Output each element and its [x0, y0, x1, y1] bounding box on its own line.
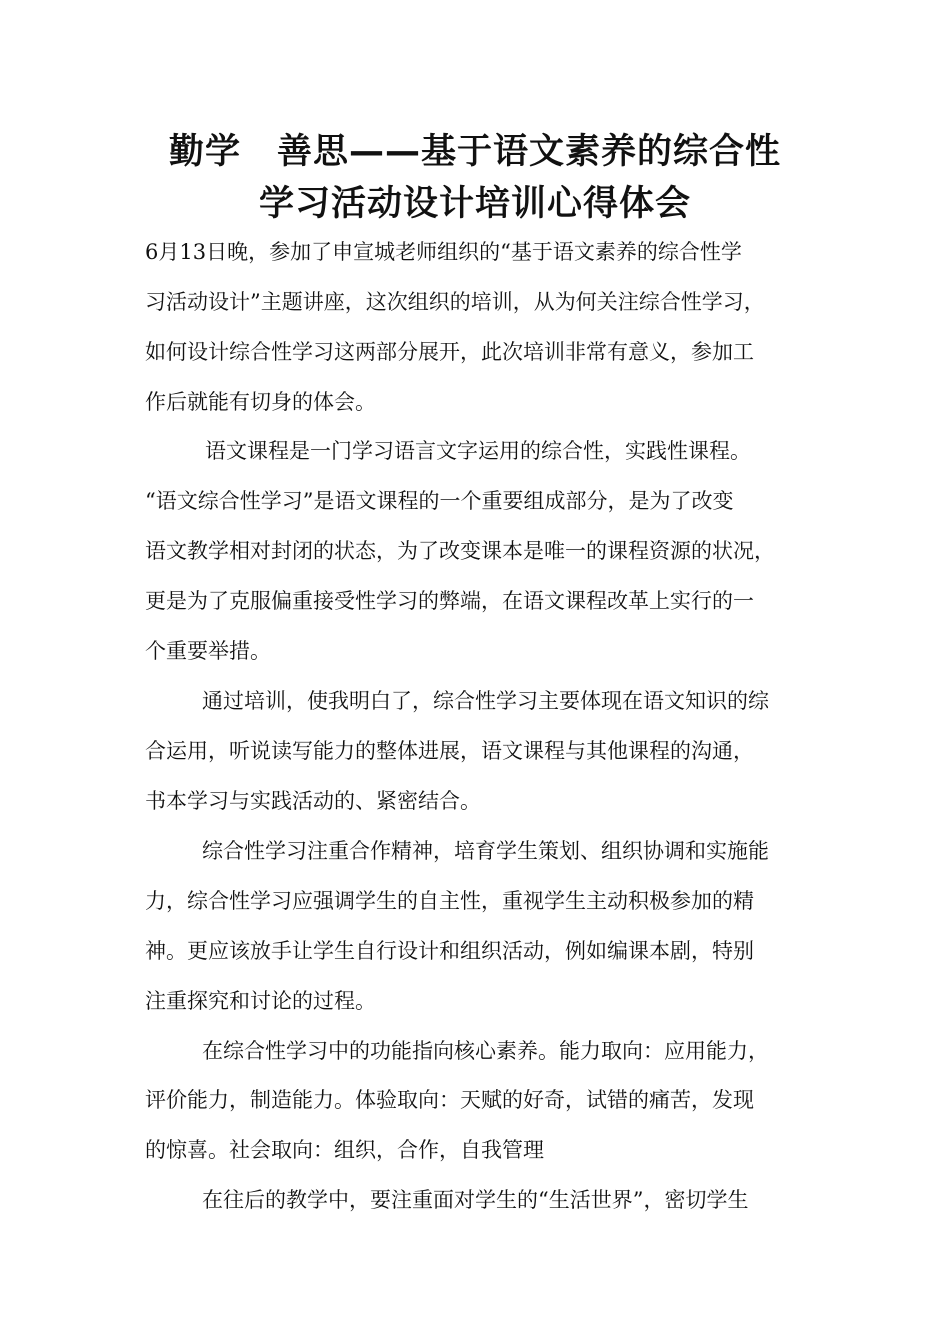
- text-line: 在综合性学习中的功能指向核心素养。能力取向：应用能力，: [202, 1039, 769, 1063]
- text-line: 合运用，听说读写能力的整体进展，语文课程与其他课程的沟通，: [145, 739, 754, 763]
- document-title-line-1: 勤学 善思——基于语文素养的综合性: [168, 132, 781, 172]
- text-line: 评价能力，制造能力。体验取向：天赋的好奇，试错的痛苦，发现: [145, 1088, 754, 1112]
- text-line: 综合性学习注重合作精神，培育学生策划、组织协调和实施能: [202, 839, 769, 863]
- text-line: 语文课程是一门学习语言文字运用的综合性，实践性课程。: [205, 439, 751, 463]
- text-line: 注重探究和讨论的过程。: [145, 989, 376, 1013]
- text-line: 语文教学相对封闭的状态，为了改变课本是唯一的课程资源的状况，: [145, 539, 775, 563]
- text-line: 如何设计综合性学习这两部分展开，此次培训非常有意义，参加工: [145, 340, 754, 364]
- text-line: 6月13日晚，参加了申宣城老师组织的“基于语文素养的综合性学: [145, 240, 742, 264]
- text-line: 习活动设计”主题讲座，这次组织的培训，从为何关注综合性学习，: [145, 290, 765, 314]
- text-line: 的惊喜。社会取向：组织，合作，自我管理: [145, 1138, 544, 1162]
- text-line: 通过培训，使我明白了，综合性学习主要体现在语文知识的综: [202, 689, 769, 713]
- text-line: 个重要举措。: [145, 639, 271, 663]
- text-line: 在往后的教学中，要注重面对学生的“生活世界”，密切学生: [202, 1188, 749, 1212]
- text-line: “语文综合性学习”是语文课程的一个重要组成部分，是为了改变: [145, 489, 734, 513]
- text-line: 神。更应该放手让学生自行设计和组织活动，例如编课本剧，特别: [145, 939, 754, 963]
- text-line: 书本学习与实践活动的、紧密结合。: [145, 789, 481, 813]
- text-line: 更是为了克服偏重接受性学习的弊端，在语文课程改革上实行的一: [145, 589, 754, 613]
- text-line: 作后就能有切身的体会。: [145, 390, 376, 414]
- document-title-line-2: 学习活动设计培训心得体会: [258, 184, 691, 224]
- text-line: 力，综合性学习应强调学生的自主性，重视学生主动积极参加的精: [145, 889, 754, 913]
